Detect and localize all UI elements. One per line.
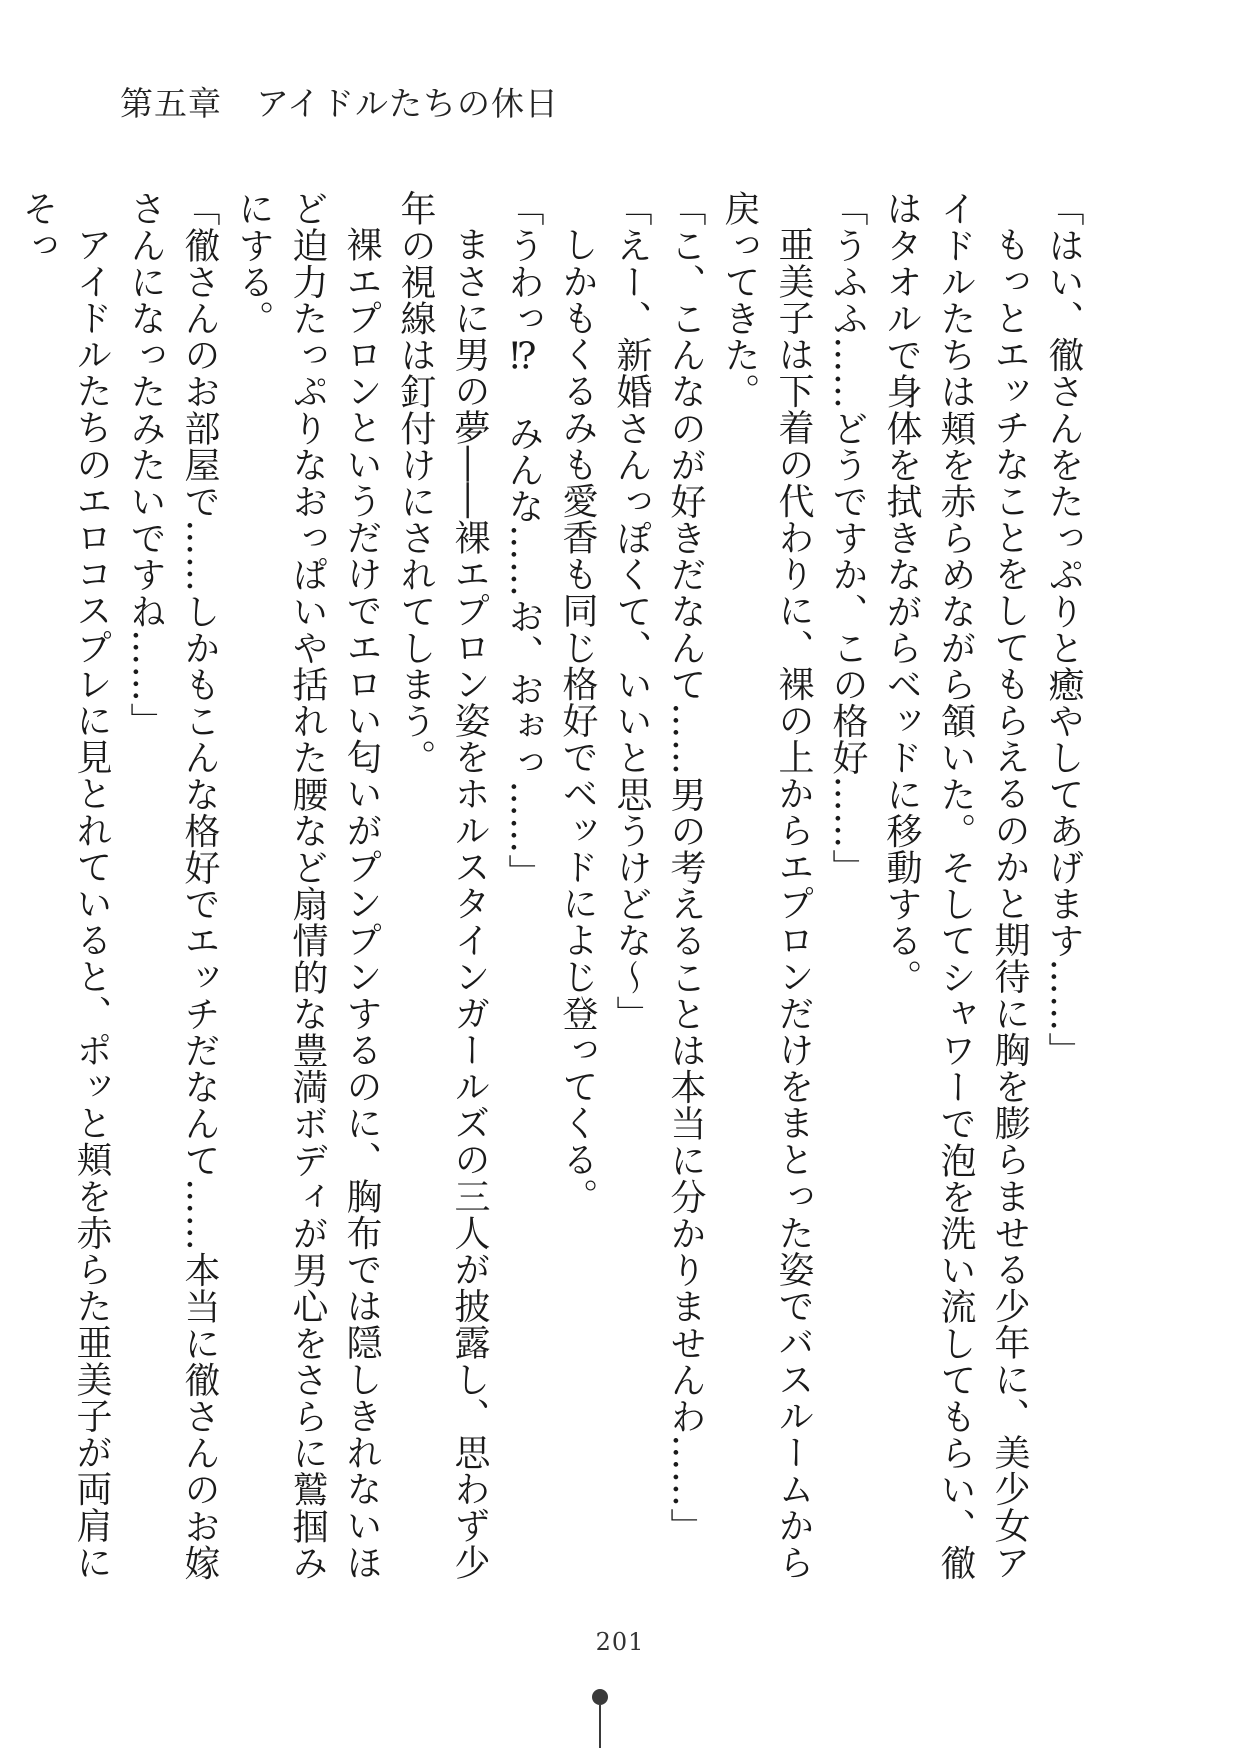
paragraph-dialogue: 「こ、こんなのが好きだなんて……男の考えることは本当に分かりませんわ……」 bbox=[665, 190, 706, 1545]
paragraph-dialogue: 「うわっ⁉ みんな……お、おぉっ……」 bbox=[503, 190, 544, 891]
paragraph-narration: しかもくるみも愛香も同じ格好でベッドによじ登ってくる。 bbox=[557, 226, 598, 1215]
paragraph-dialogue: 「徹さんのお部屋で……しかもこんな格好でエッチだなんて……本当に徹さんのお嫁さんになったみたいですね……」 bbox=[125, 190, 220, 1581]
page-marker-line bbox=[599, 1705, 601, 1748]
paragraph-dialogue: 「えー、新婚さんっぽくて、いいと思うけどな～」 bbox=[611, 190, 652, 1032]
paragraph-narration: 裸エプロンというだけでエロい匂いがプンプンするのに、胸布では隠しきれないほど迫力たっぷりなおっぱいや括れた腰など扇情的な豊満ボディが男心をさらに鷲掴みにする。 bbox=[233, 190, 382, 1581]
paragraph-dialogue: 「はい、徹さんをたっぷりと癒やしてあげます……」 bbox=[1043, 190, 1084, 1069]
vertical-text-body bbox=[10, 190, 1090, 1610]
paragraph-narration: まさに男の夢――裸エプロン姿をホルスタインガールズの三人が披露し、思わず少年の視線は釘付けにされてしまう。 bbox=[395, 190, 490, 1581]
page-number: 201 bbox=[595, 1628, 645, 1656]
chapter-header: 第五章 アイドルたちの休日 bbox=[120, 84, 560, 123]
paragraph-narration: アイドルたちのエロコスプレに見とれていると、ポッと頬を赤らた亜美子が両肩にそっ bbox=[17, 190, 112, 1581]
paragraph-dialogue: 「うふふ……どうですか、この格好……」 bbox=[827, 190, 868, 886]
page-marker-dot bbox=[592, 1689, 608, 1705]
paragraph-narration: 亜美子は下着の代わりに、裸の上からエプロンだけをまとった姿でバスルームから戻ってきた。 bbox=[719, 190, 814, 1581]
paragraph-narration: もっとエッチなことをしてもらえるのかと期待に胸を膨らませる少年に、美少女アイドルたちは頬を赤らめながら頷いた。そしてシャワーで泡を洗い流してもらい、徹はタオルで身体を拭きながらベッドに移動する。 bbox=[881, 190, 1030, 1581]
